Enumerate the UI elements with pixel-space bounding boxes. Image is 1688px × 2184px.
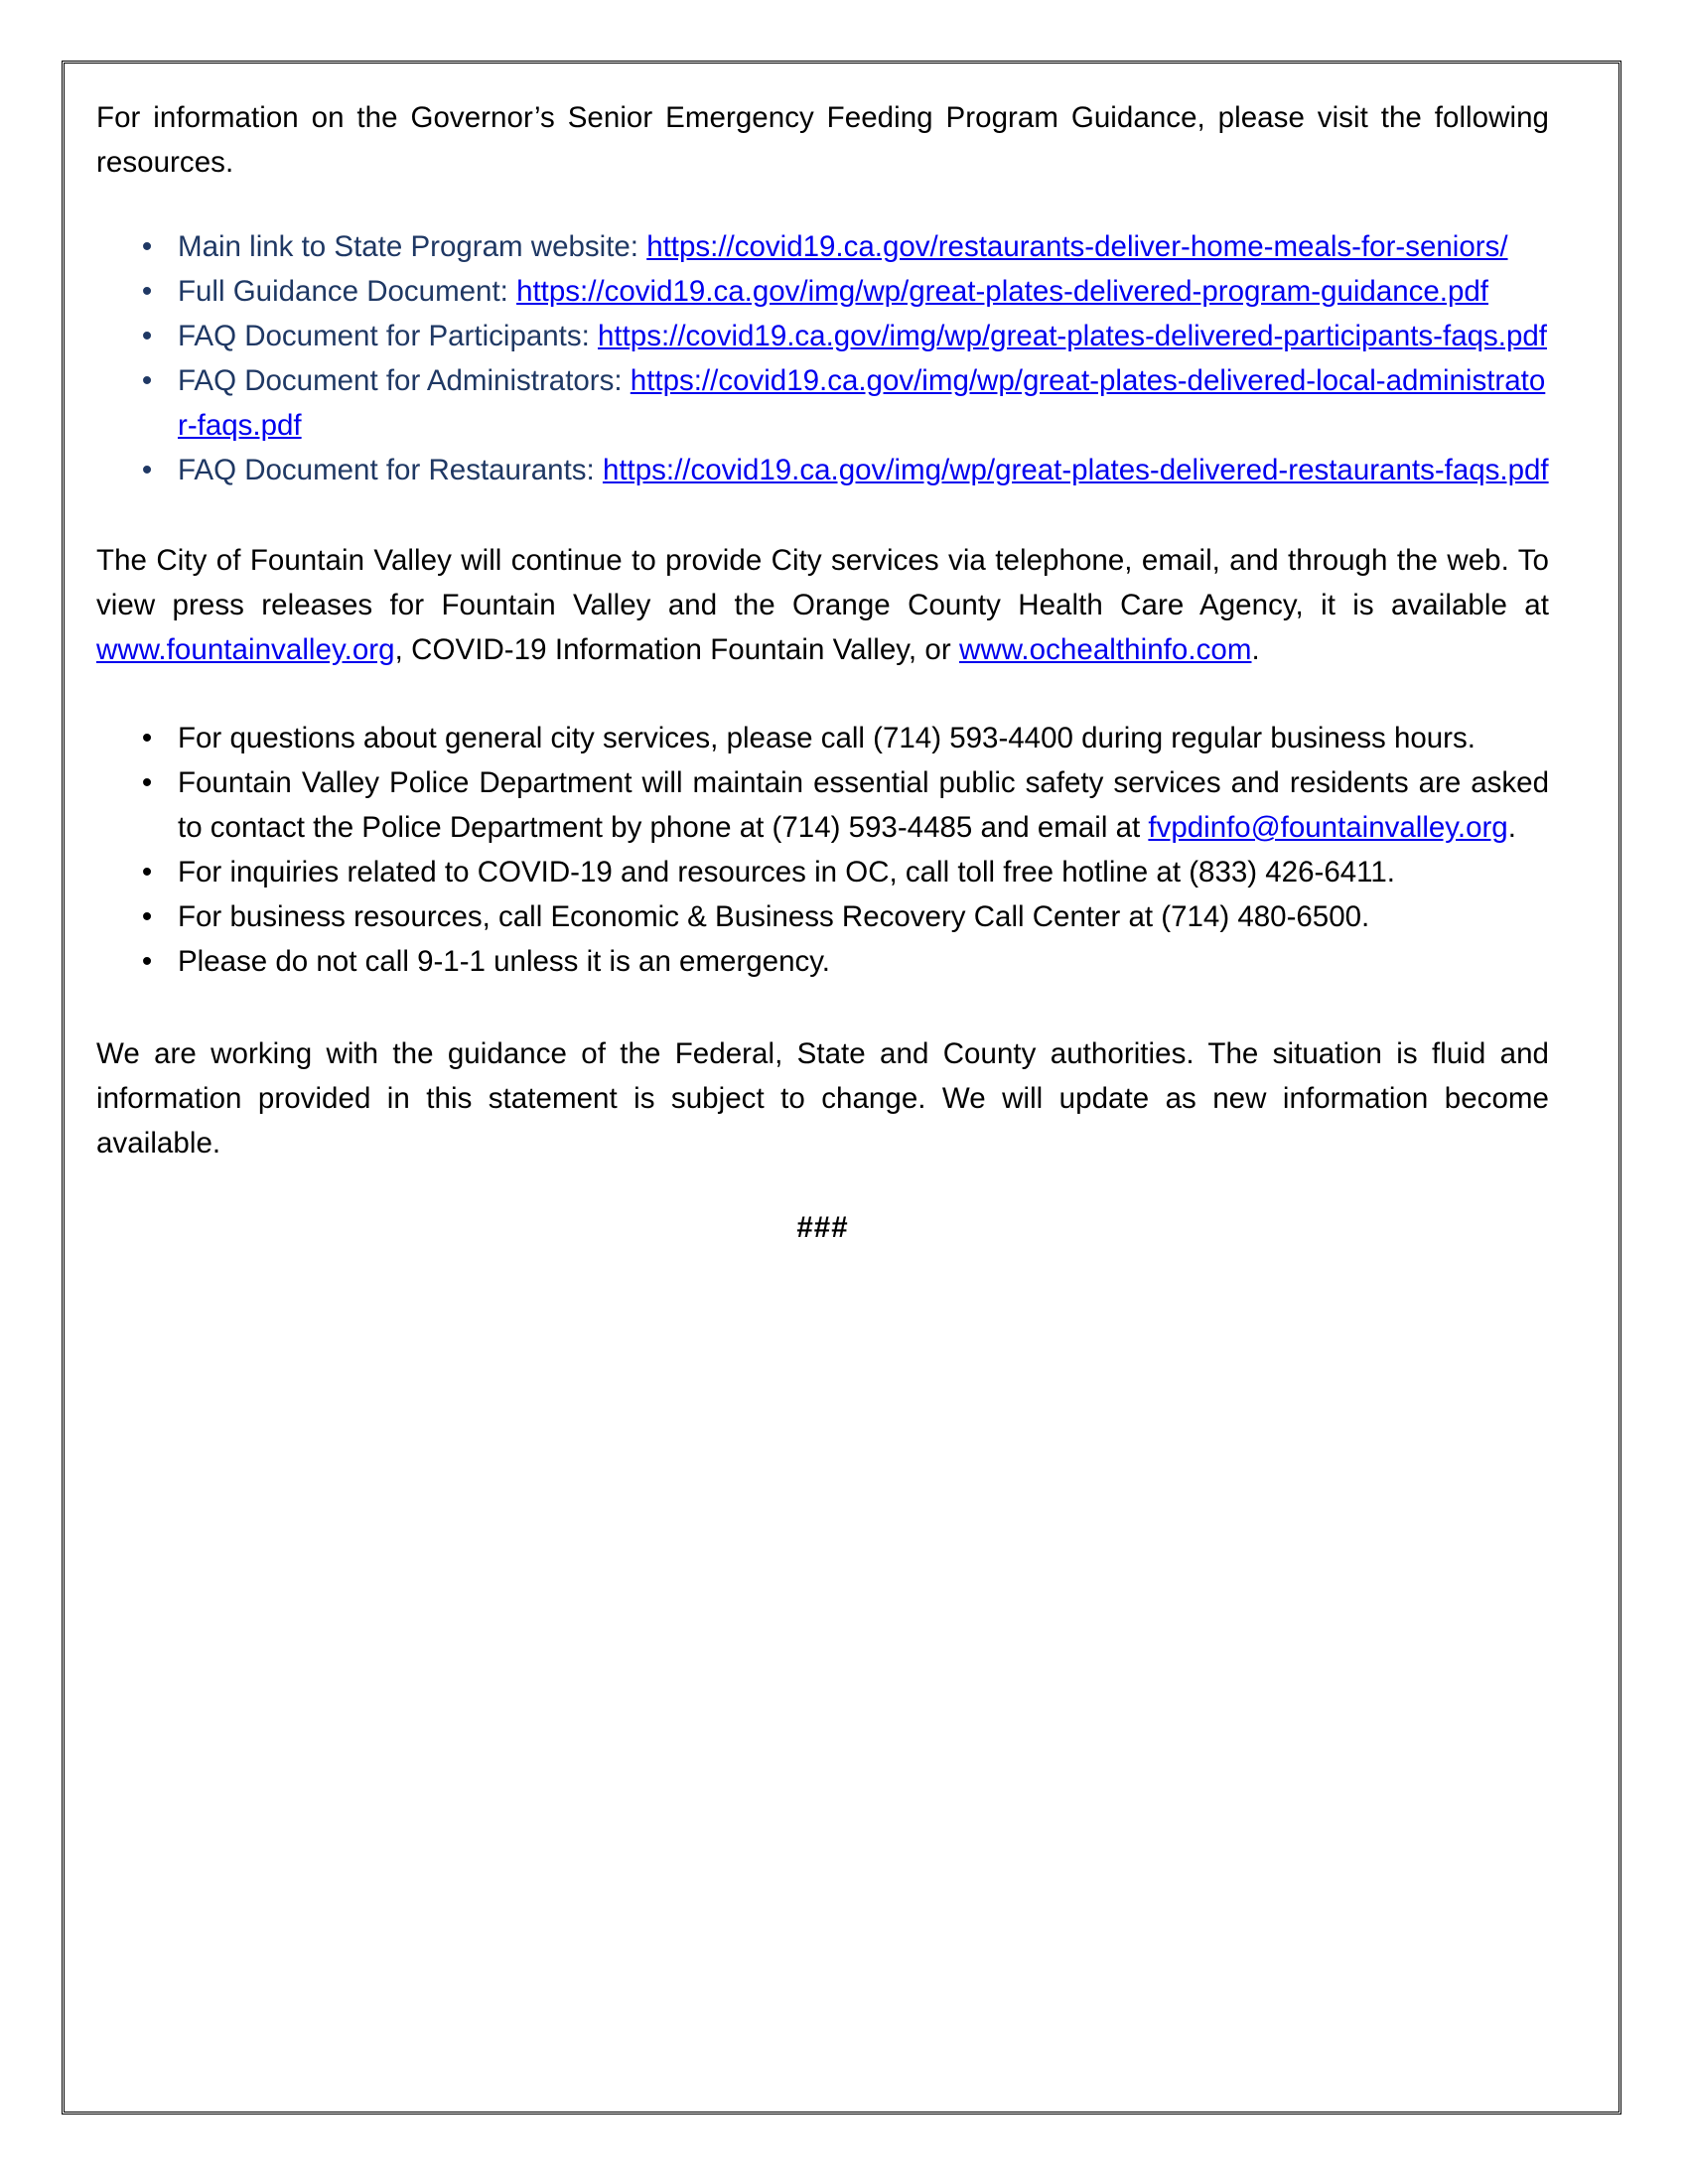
bullet-icon: • — [141, 766, 153, 799]
list-item — [96, 850, 1549, 894]
contact-item-911-notice: Please do not call 9-1-1 unless it is an emergency. — [178, 945, 830, 978]
bullet-icon: • — [141, 320, 153, 352]
list-item — [96, 939, 1549, 984]
list-item — [96, 314, 1549, 358]
document-content — [96, 95, 1549, 1250]
closing-paragraph: We are working with the guidance of the Federal, State and County authorities. The situation is fluid and information provided in this statement is subject to change. We will update as new information become available. — [96, 1037, 1549, 1160]
city-services-text-part2: , COVID-19 Information Fountain Valley, or — [394, 633, 959, 666]
contact-item-covid-hotline: For inquiries related to COVID-19 and resources in OC, call toll free hotline at (833) 426-6411. — [178, 856, 1395, 888]
contact-item-general-services: For questions about general city services, please call (714) 593-4400 during regular business hours. — [178, 722, 1476, 754]
resource-link-full-guidance[interactable]: https://covid19.ca.gov/img/wp/great-plates-delivered-program-guidance.pdf — [516, 275, 1488, 308]
police-text-after: . — [1507, 811, 1516, 844]
resource-label: Full Guidance Document: — [178, 275, 517, 308]
spacer — [96, 984, 1549, 1031]
city-services-text-part1: The City of Fountain Valley will continue to provide City services via telephone, email, and through the web. To view press releases for Fountain Valley and the Orange County Health Care Agency, it is available at — [96, 544, 1549, 621]
bullet-icon: • — [141, 900, 153, 933]
list-item — [96, 716, 1549, 760]
list-item — [96, 760, 1549, 850]
resource-link-administrators-faq[interactable]: https://covid19.ca.gov/img/wp/great-plates-delivered-local-administrator-faqs.pdf — [178, 364, 1546, 442]
link-fountainvalley-org[interactable]: www.fountainvalley.org — [96, 633, 395, 666]
bullet-icon: • — [141, 275, 153, 308]
spacer — [96, 492, 1549, 538]
list-item — [96, 224, 1549, 269]
bullet-icon: • — [141, 945, 153, 978]
link-ochealthinfo-com[interactable]: www.ochealthinfo.com — [958, 633, 1252, 666]
contact-item-business-resources: For business resources, call Economic & Business Recovery Call Center at (714) 480-6500. — [178, 900, 1370, 933]
contact-list — [96, 716, 1549, 984]
bullet-icon: • — [141, 856, 153, 888]
end-mark: ### — [796, 1211, 849, 1244]
list-item — [96, 269, 1549, 314]
list-item — [96, 448, 1549, 492]
spacer — [96, 672, 1549, 716]
resource-link-participants-faq[interactable]: https://covid19.ca.gov/img/wp/great-plates-delivered-participants-faqs.pdf — [598, 320, 1547, 352]
contact-item-police-department — [178, 760, 1549, 850]
resource-label: FAQ Document for Administrators: — [178, 364, 631, 397]
resource-label: FAQ Document for Participants: — [178, 320, 598, 352]
bullet-icon: • — [141, 722, 153, 754]
resource-label: Main link to State Program website: — [178, 230, 647, 263]
list-item — [96, 894, 1549, 939]
list-item — [96, 358, 1549, 448]
link-fvpdinfo-email[interactable]: fvpdinfo@fountainvalley.org — [1148, 811, 1508, 844]
bullet-icon: • — [141, 230, 153, 263]
police-text-before: Fountain Valley Police Department will maintain essential public safety services and residents are asked to contact the Police Department by phone at (714) 593-4485 and email at — [178, 766, 1549, 844]
city-services-paragraph — [96, 538, 1549, 672]
bullet-icon: • — [141, 364, 153, 397]
bullet-icon: • — [141, 454, 153, 486]
resource-link-restaurants-faq[interactable]: https://covid19.ca.gov/img/wp/great-plates-delivered-restaurants-faqs.pdf — [602, 454, 1549, 486]
resources-list — [96, 224, 1549, 492]
spacer — [96, 185, 1549, 224]
resource-link-state-program[interactable]: https://covid19.ca.gov/restaurants-deliver-home-meals-for-seniors/ — [646, 230, 1508, 263]
resource-label: FAQ Document for Restaurants: — [178, 454, 603, 486]
intro-paragraph: For information on the Governor’s Senior Emergency Feeding Program Guidance, please visit the following resources. — [96, 101, 1549, 179]
city-services-text-part3: . — [1251, 633, 1260, 666]
spacer — [96, 1165, 1549, 1205]
